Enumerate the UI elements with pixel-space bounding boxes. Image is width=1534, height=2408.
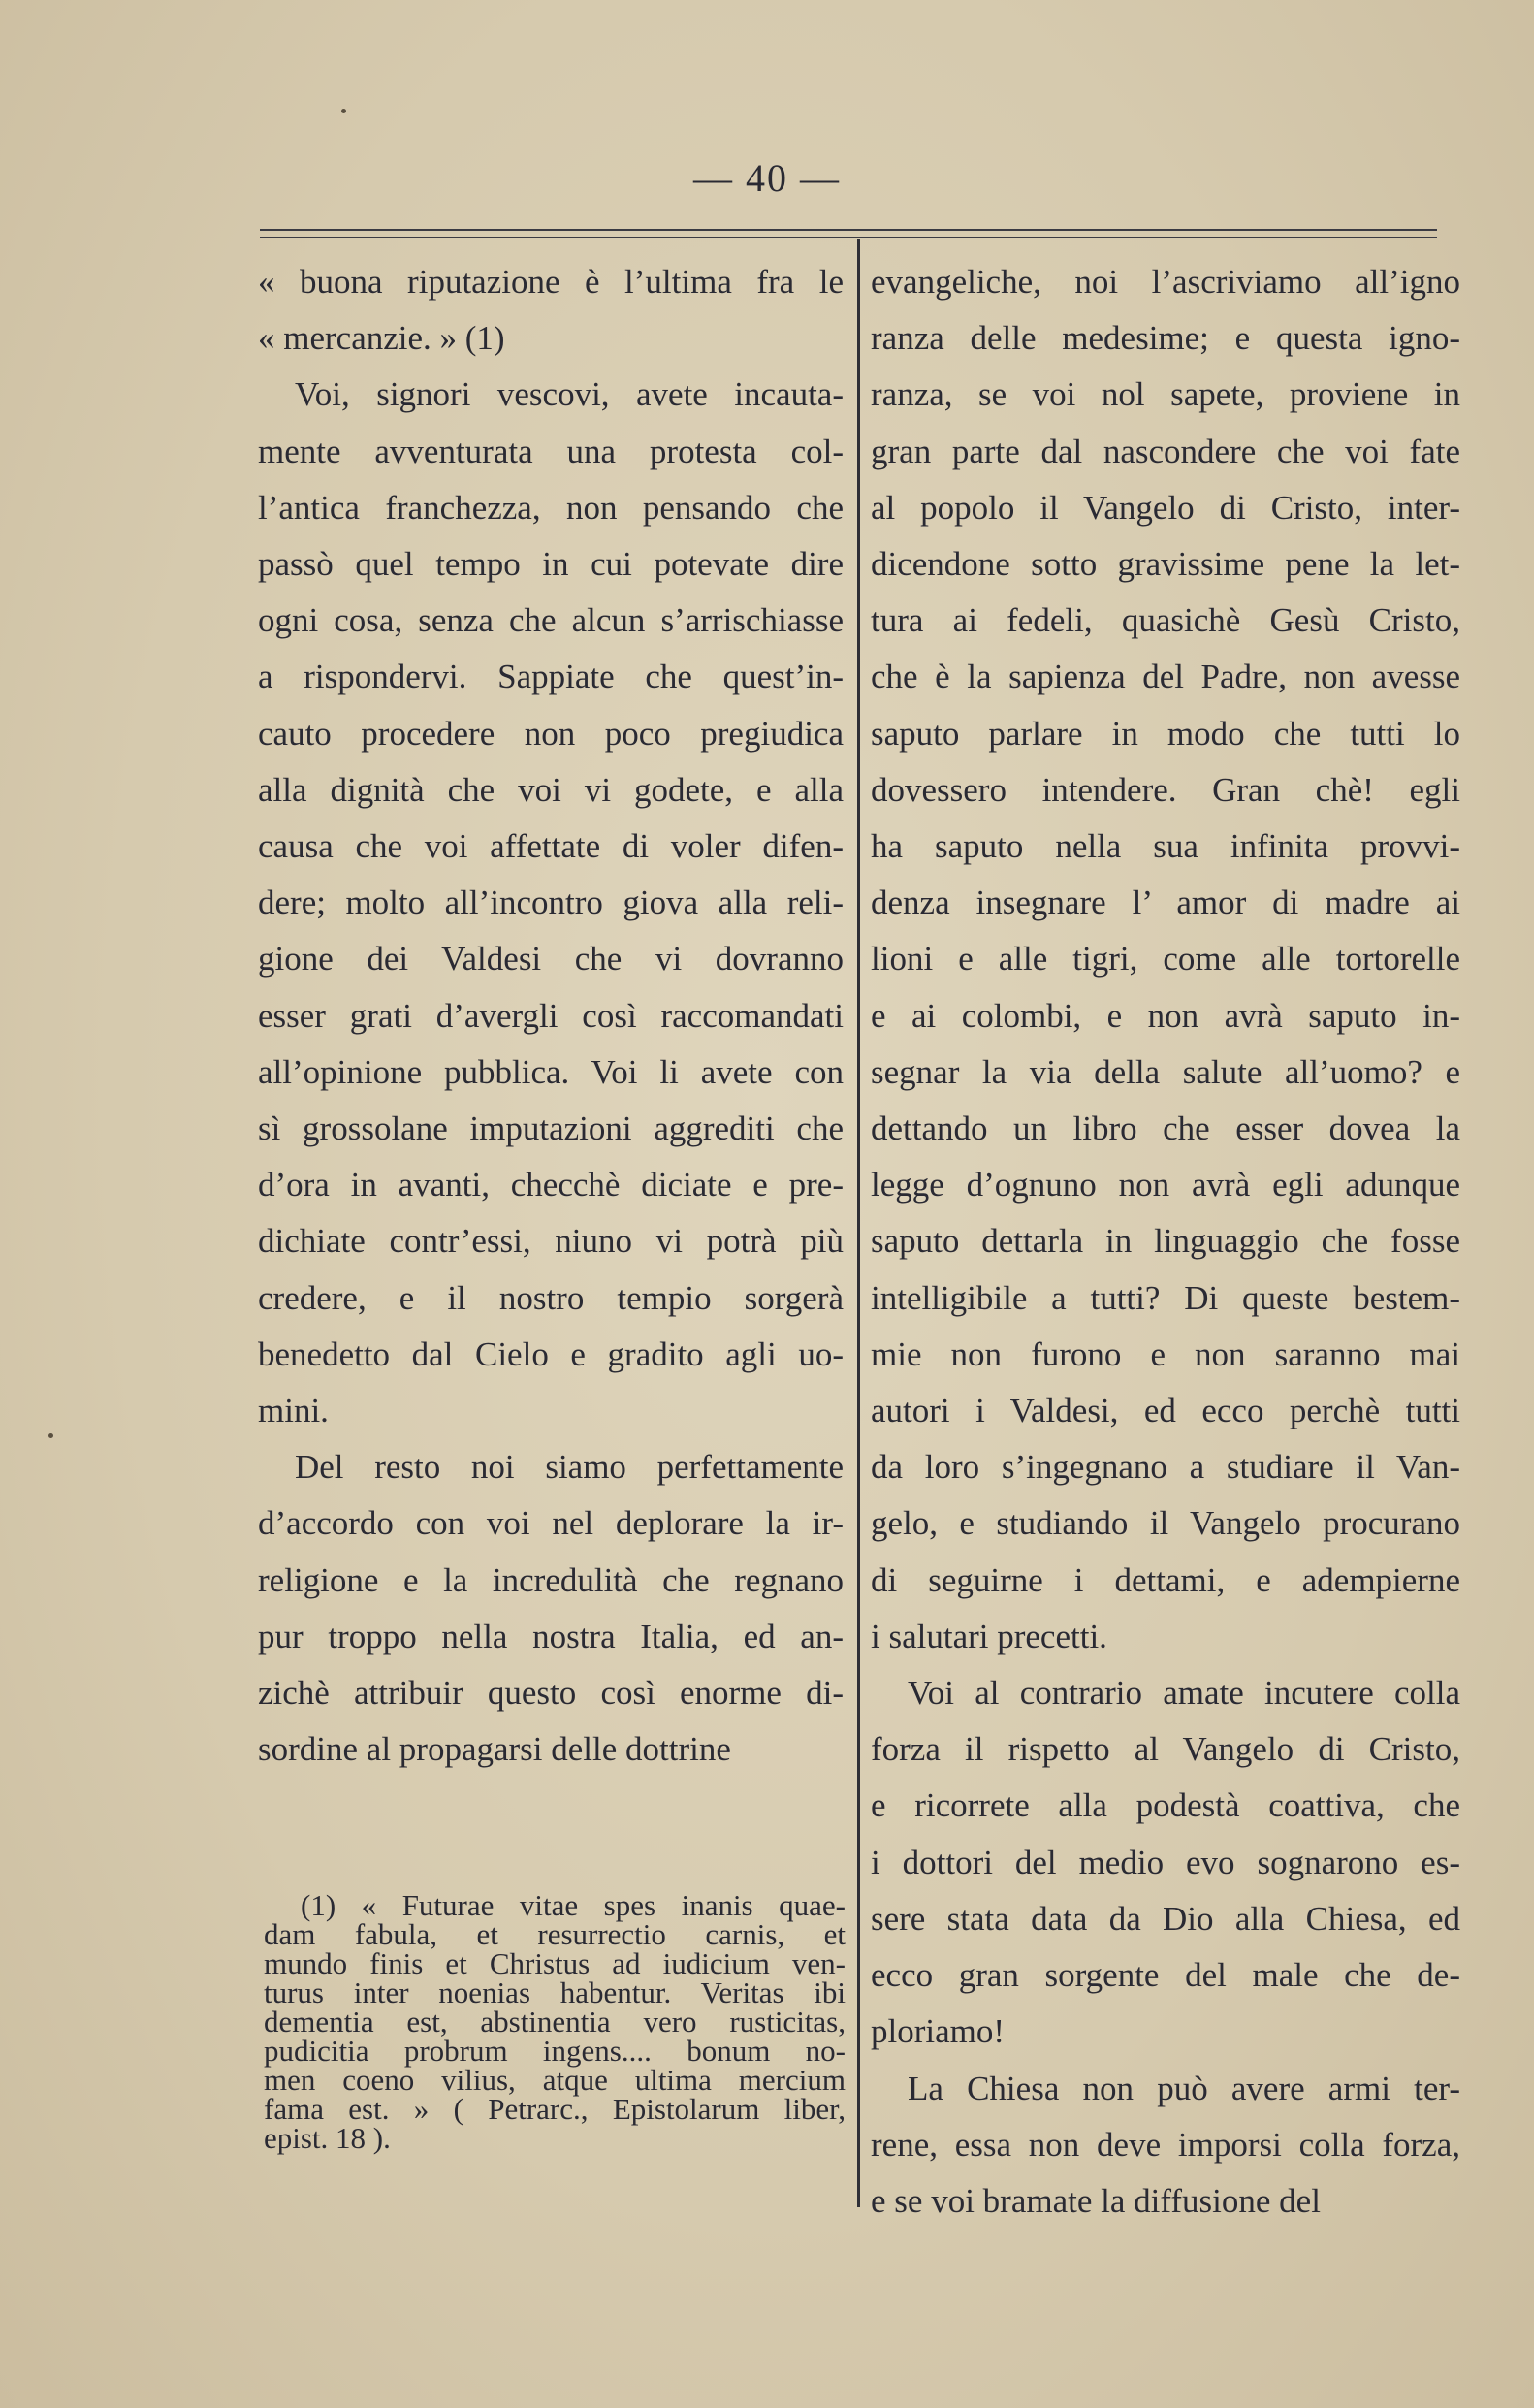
text-line: sordine al propagarsi delle dottrine bbox=[258, 1730, 731, 1769]
left-column bbox=[258, 254, 844, 1778]
paper-speck bbox=[48, 1433, 53, 1438]
page-number: — 40 — bbox=[693, 156, 841, 200]
text-line: « mercanzie. » (1) bbox=[258, 319, 505, 358]
text-line: gione dei Valdesi che vi dovranno bbox=[258, 940, 844, 979]
text-line: passò quel tempo in cui potevate dire bbox=[258, 545, 844, 584]
text-line: ranza, se voi nol sapete, proviene in bbox=[871, 375, 1460, 414]
text-line: pudicitia probrum ingens.... bonum no- bbox=[264, 2034, 846, 2068]
text-line: i dottori del medio evo sognarono es- bbox=[871, 1843, 1460, 1881]
text-line: men coeno vilius, atque ultima mercium bbox=[264, 2063, 846, 2097]
text-line: al popolo il Vangelo di Cristo, inter- bbox=[871, 488, 1460, 527]
text-line: dichiate contr’essi, niuno vi potrà più bbox=[258, 1222, 844, 1261]
text-line: zichè attribuir questo così enorme di- bbox=[258, 1674, 844, 1713]
text-line: benedetto dal Cielo e gradito agli uo- bbox=[258, 1334, 844, 1373]
text-line: epist. 18 ). bbox=[264, 2121, 391, 2155]
text-line: e ai colombi, e non avrà saputo in- bbox=[871, 996, 1460, 1035]
text-line: (1) « Futurae vitae spes inanis quae- bbox=[301, 1888, 846, 1922]
text-line: dovessero intendere. Gran chè! egli bbox=[871, 770, 1460, 809]
text-line: denza insegnare l’ amor di madre ai bbox=[871, 883, 1460, 922]
text-line: dettando un libro che esser dovea la bbox=[871, 1109, 1460, 1148]
text-line: mie non furono e non saranno mai bbox=[871, 1334, 1460, 1373]
text-line: d’accordo con voi nel deplorare la ir- bbox=[258, 1504, 844, 1543]
text-line: mini. bbox=[258, 1392, 329, 1430]
text-line: pur troppo nella nostra Italia, ed an- bbox=[258, 1617, 844, 1655]
text-line: lioni e alle tigri, come alle tortorelle bbox=[871, 940, 1460, 979]
text-line: ha saputo nella sua infinita provvi- bbox=[871, 827, 1460, 866]
text-line: dere; molto all’incontro giova alla reli- bbox=[258, 883, 844, 922]
text-line: rene, essa non deve imporsi colla forza, bbox=[871, 2125, 1460, 2164]
text-line: autori i Valdesi, ed ecco perchè tutti bbox=[871, 1392, 1460, 1430]
text-line: saputo dettarla in linguaggio che fosse bbox=[871, 1222, 1460, 1261]
text-line: e ricorrete alla podestà coattiva, che bbox=[871, 1786, 1460, 1825]
text-line: credere, e il nostro tempio sorgerà bbox=[258, 1278, 844, 1317]
text-line: e se voi bramate la diffusione del bbox=[871, 2181, 1321, 2220]
text-line: ranza delle medesime; e questa igno- bbox=[871, 319, 1460, 358]
text-line: d’ora in avanti, checchè diciate e pre- bbox=[258, 1166, 844, 1204]
text-line: alla dignità che voi vi godete, e alla bbox=[258, 770, 844, 809]
text-line: dementia est, abstinentia vero rusticitas, bbox=[264, 2005, 846, 2039]
right-column bbox=[871, 254, 1460, 2230]
header-rule bbox=[260, 229, 1437, 231]
text-line: evangeliche, noi l’ascriviamo all’igno bbox=[871, 263, 1460, 301]
text-line: legge d’ognuno non avrà egli adunque bbox=[871, 1166, 1460, 1204]
text-line: religione e la incredulità che regnano bbox=[258, 1560, 844, 1599]
text-line: fama est. » ( Petrarc., Epistolarum liber, bbox=[264, 2092, 846, 2126]
text-line: l’antica franchezza, non pensando che bbox=[258, 488, 844, 527]
text-line: da loro s’ingegnano a studiare il Van- bbox=[871, 1448, 1460, 1487]
header-rule-thin bbox=[260, 237, 1437, 238]
text-line: « buona riputazione è l’ultima fra le bbox=[258, 263, 844, 301]
text-line: causa che voi affettate di voler difen- bbox=[258, 827, 844, 866]
text-line: segnar la via della salute all’uomo? e bbox=[871, 1052, 1460, 1091]
text-line: a rispondervi. Sappiate che quest’in- bbox=[258, 658, 844, 696]
text-line: ogni cosa, senza che alcun s’arrischiasse bbox=[258, 601, 844, 640]
column-divider bbox=[857, 239, 860, 2207]
text-line: intelligibile a tutti? Di queste bestem- bbox=[871, 1278, 1460, 1317]
footnote bbox=[264, 1888, 846, 2155]
text-line: ploriamo! bbox=[871, 2012, 1006, 2051]
text-line: turus inter noenias habentur. Veritas ibi bbox=[264, 1975, 846, 2009]
text-line: mente avventurata una protesta col- bbox=[258, 432, 844, 470]
text-line: Voi al contrario amate incutere colla bbox=[908, 1674, 1460, 1713]
text-line: che è la sapienza del Padre, non avesse bbox=[871, 658, 1460, 696]
text-line: Voi, signori vescovi, avete incauta- bbox=[295, 375, 844, 414]
text-line: dam fabula, et resurrectio carnis, et bbox=[264, 1917, 846, 1951]
text-line: sere stata data da Dio alla Chiesa, ed bbox=[871, 1899, 1460, 1938]
text-line: forza il rispetto al Vangelo di Cristo, bbox=[871, 1730, 1460, 1769]
text-line: esser grati d’avergli così raccomandati bbox=[258, 996, 844, 1035]
text-line: La Chiesa non può avere armi ter- bbox=[908, 2069, 1460, 2107]
text-line: dicendone sotto gravissime pene la let- bbox=[871, 545, 1460, 584]
text-line: gelo, e studiando il Vangelo procurano bbox=[871, 1504, 1460, 1543]
text-line: i salutari precetti. bbox=[871, 1617, 1107, 1655]
paper-speck bbox=[341, 109, 346, 113]
text-line: gran parte dal nascondere che voi fate bbox=[871, 432, 1460, 470]
text-line: tura ai fedeli, quasichè Gesù Cristo, bbox=[871, 601, 1460, 640]
text-line: all’opinione pubblica. Voi li avete con bbox=[258, 1052, 844, 1091]
text-line: mundo finis et Christus ad iudicium ven- bbox=[264, 1946, 846, 1980]
text-line: ecco gran sorgente del male che de- bbox=[871, 1956, 1460, 1995]
text-line: di seguirne i dettami, e adempierne bbox=[871, 1560, 1460, 1599]
text-line: sì grossolane imputazioni aggrediti che bbox=[258, 1109, 844, 1148]
text-line: saputo parlare in modo che tutti lo bbox=[871, 714, 1460, 753]
text-line: Del resto noi siamo perfettamente bbox=[295, 1448, 844, 1487]
text-line: cauto procedere non poco pregiudica bbox=[258, 714, 844, 753]
